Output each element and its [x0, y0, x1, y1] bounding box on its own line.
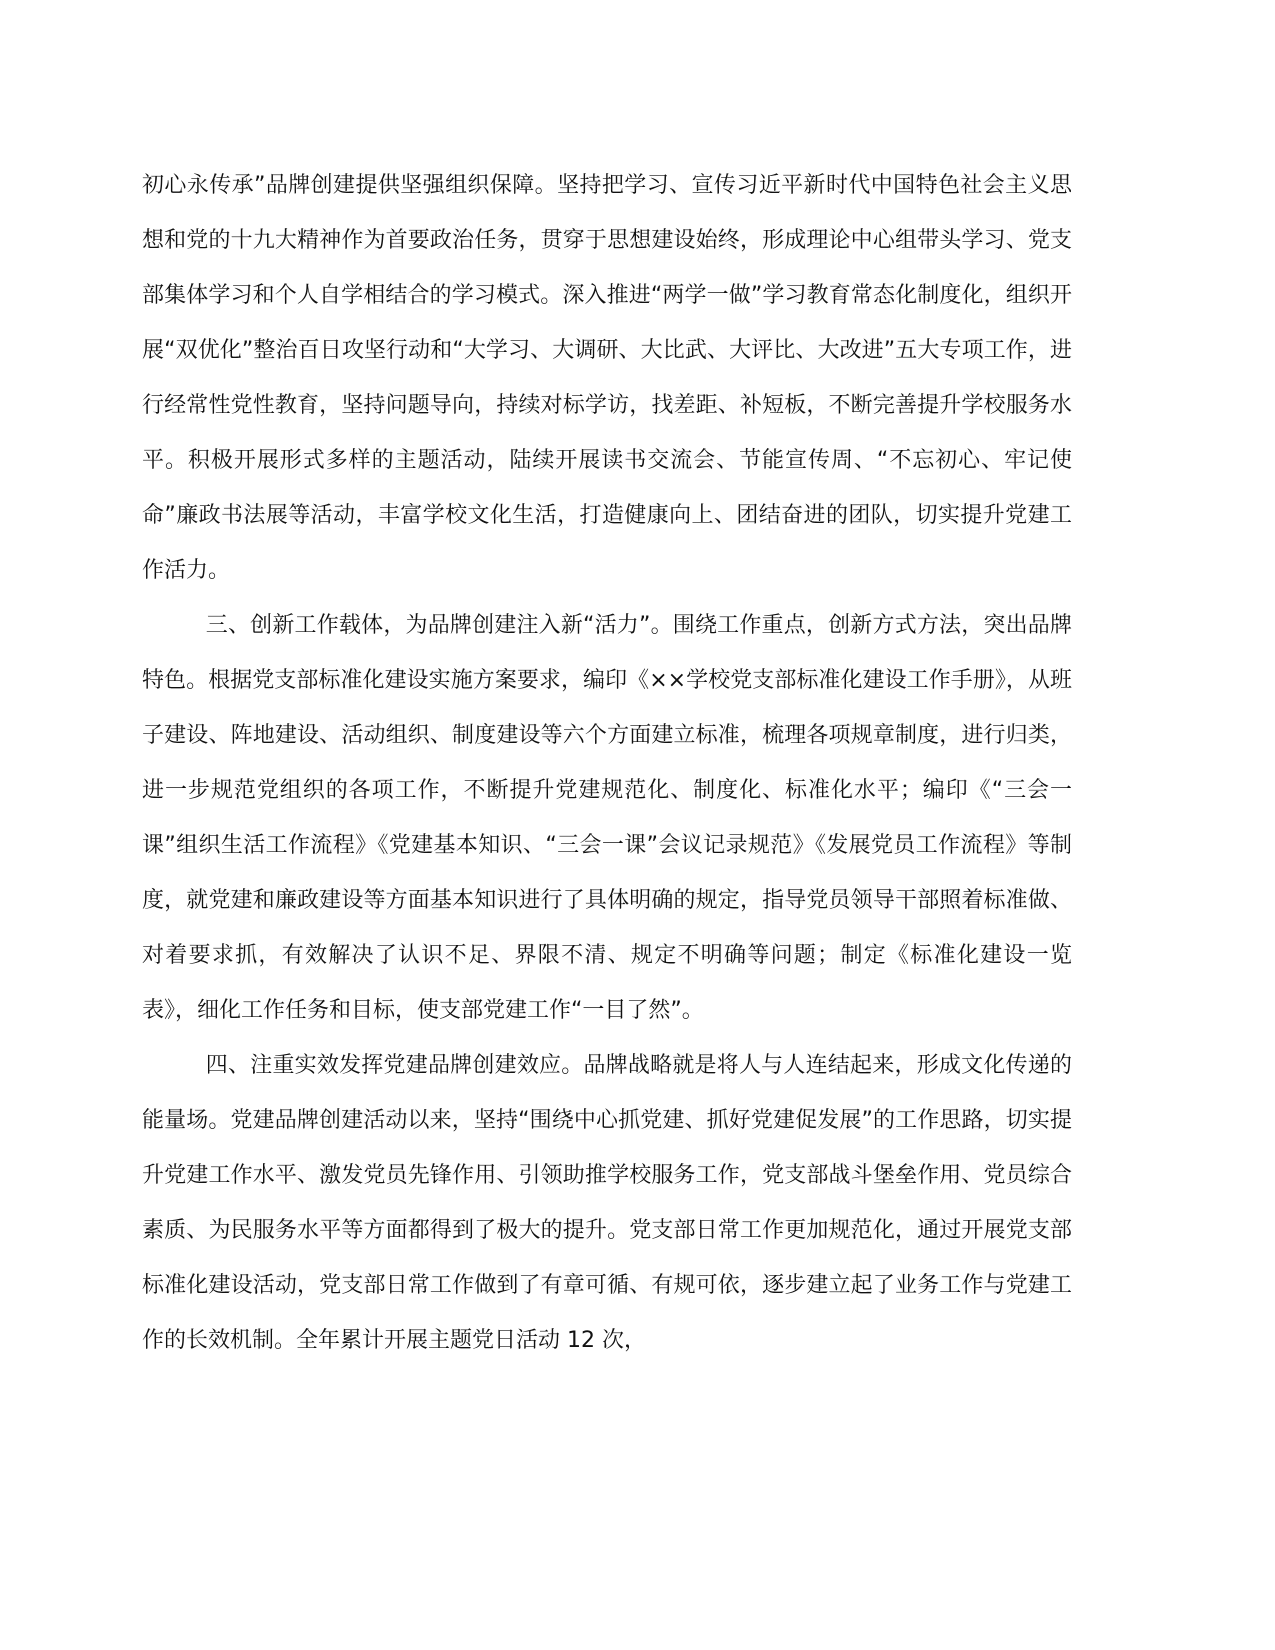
document-body	[142, 158, 1072, 1368]
paragraph-continued: 初心永传承”品牌创建提供坚强组织保障。坚持把学习、宣传习近平新时代中国特色社会主义思想和党的十九大精神作为首要政治任务，贯穿于思想建设始终，形成理论中心组带头学习、党支部集体学习和个人自学相结合的学习模式。深入推进“两学一做”学习教育常态化制度化，组织开展“双优化”整治百日攻坚行动和“大学习、大调研、大比武、大评比、大改进”五大专项工作，进行经常性党性教育，坚持问题导向，持续对标学访，找差距、补短板，不断完善提升学校服务水平。积极开展形式多样的主题活动，陆续开展读书交流会、节能宣传周、“不忘初心、牢记使命”廉政书法展等活动，丰富学校文化生活，打造健康向上、团结奋进的团队，切实提升党建工作活力。	[142, 173, 1072, 583]
paragraph-section-3: 三、创新工作载体，为品牌创建注入新“活力”。围绕工作重点，创新方式方法，突出品牌特色。根据党支部标准化建设实施方案要求，编印《××学校党支部标准化建设工作手册》，从班子建设、阵地建设、活动组织、制度建设等六个方面建立标准，梳理各项规章制度，进行归类，进一步规范党组织的各项工作，不断提升党建规范化、制度化、标准化水平；编印《“三会一课”组织生活工作流程》《党建基本知识、“三会一课”会议记录规范》《发展党员工作流程》等制度，就党建和廉政建设等方面基本知识进行了具体明确的规定，指导党员领导干部照着标准做、对着要求抓，有效解决了认识不足、界限不清、规定不明确等问题；制定《标准化建设一览表》，细化工作任务和目标，使支部党建工作“一目了然”。	[142, 613, 1072, 1023]
paragraph-section-4: 四、注重实效发挥党建品牌创建效应。品牌战略就是将人与人连结起来，形成文化传递的能量场。党建品牌创建活动以来，坚持“围绕中心抓党建、抓好党建促发展”的工作思路，切实提升党建工作水平、激发党员先锋作用、引领助推学校服务工作，党支部战斗堡垒作用、党员综合素质、为民服务水平等方面都得到了极大的提升。党支部日常工作更加规范化，通过开展党支部标准化建设活动，党支部日常工作做到了有章可循、有规可依，逐步建立起了业务工作与党建工作的长效机制。全年累计开展主题党日活动 12 次，	[142, 1053, 1072, 1353]
